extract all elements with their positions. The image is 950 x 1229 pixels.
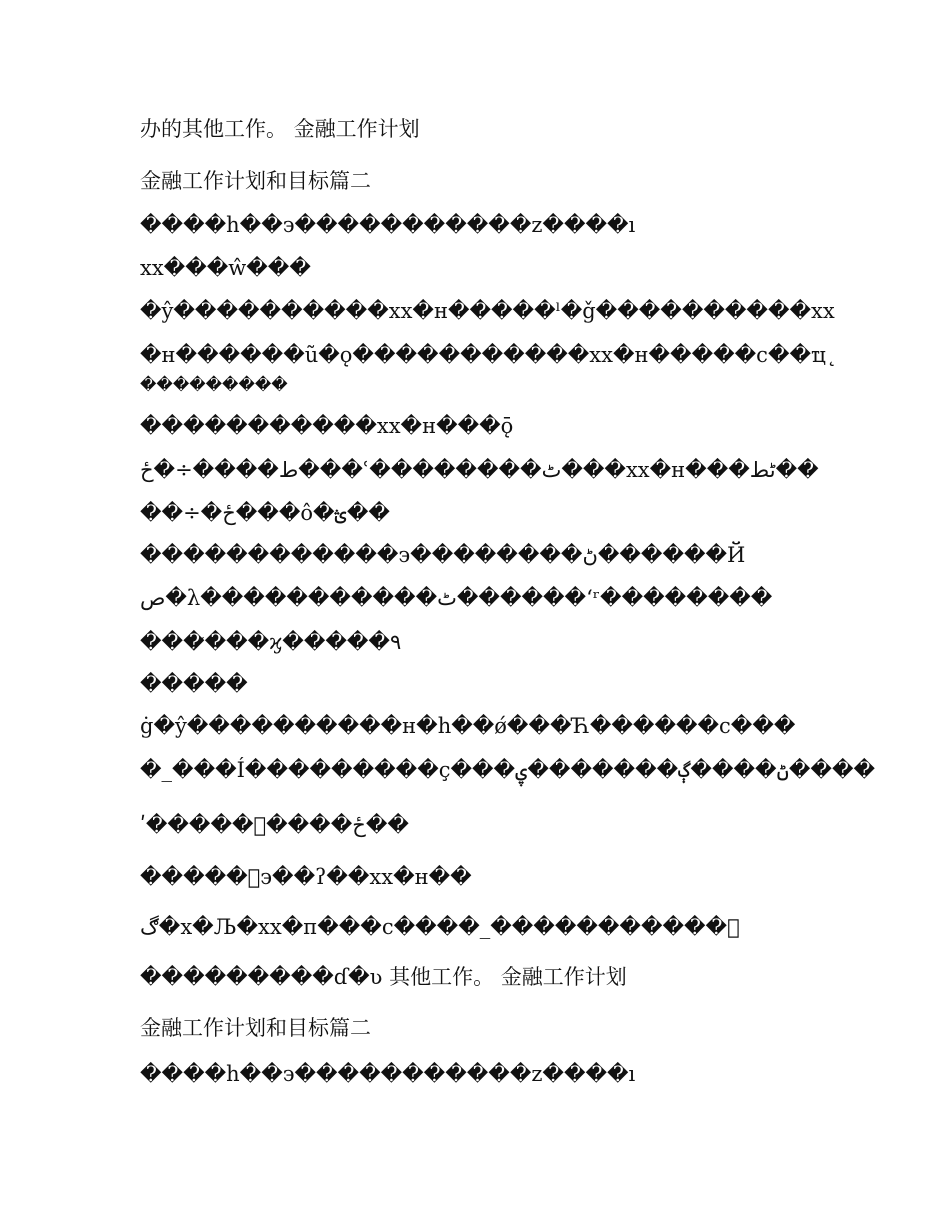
text-line: �_���Í���������ç���ڻ����ڳ�������ۑ����: [140, 758, 876, 782]
text-line: [140, 962, 627, 992]
text-line: xx���ŵ���: [140, 256, 311, 280]
text-line: �����������xx�н���ǭ: [140, 414, 514, 438]
text-fragment: 其他工作。 金融工作计划: [389, 965, 627, 989]
text-line: ����h��э�����������z����ı: [140, 213, 636, 237]
text-line: ���̷���ϗ�����٩: [140, 630, 402, 654]
text-line: 办的其他工作。 金融工作计划: [140, 117, 420, 141]
text-line: ʹ�����ͭ����ځ��: [140, 813, 409, 837]
text-line: �����: [140, 672, 248, 696]
text-line: ġ�ŷ����������н�һ��ǿ���Ћ������с���: [140, 714, 796, 738]
text-line: �ŷ����������xx�н�����ˡ�ǧ����������xx: [140, 299, 835, 323]
text-line: �н������ũ�ǫ�����������xx�н�����с��ҵ˛: [140, 343, 837, 367]
garbled-text: ���������ɗ�ʋ: [140, 965, 383, 989]
section-heading: 金融工作计划和目标篇二: [140, 169, 371, 193]
text-line: ڰ�х�Љ�xx�п���с����_�����������ͭ: [140, 915, 740, 939]
text-line: ص�λ�����������ٹ������ʻʳ��������: [140, 586, 773, 610]
text-line: ط����÷�ځ���ʿ��������ٹ���xx�н���ٹط��: [140, 458, 819, 482]
section-heading: 金融工作计划和目标篇二: [140, 1016, 371, 1040]
text-line: �����ͭэ��ʔ��xx�н��: [140, 865, 472, 889]
text-line: ���������: [140, 375, 288, 394]
text-line: ������������э��������ڻ������Й: [140, 543, 746, 567]
text-line: ����h��э�����������z����ı: [140, 1062, 636, 1086]
text-line: ��÷�ځ���ô�ؿ��: [140, 501, 390, 525]
